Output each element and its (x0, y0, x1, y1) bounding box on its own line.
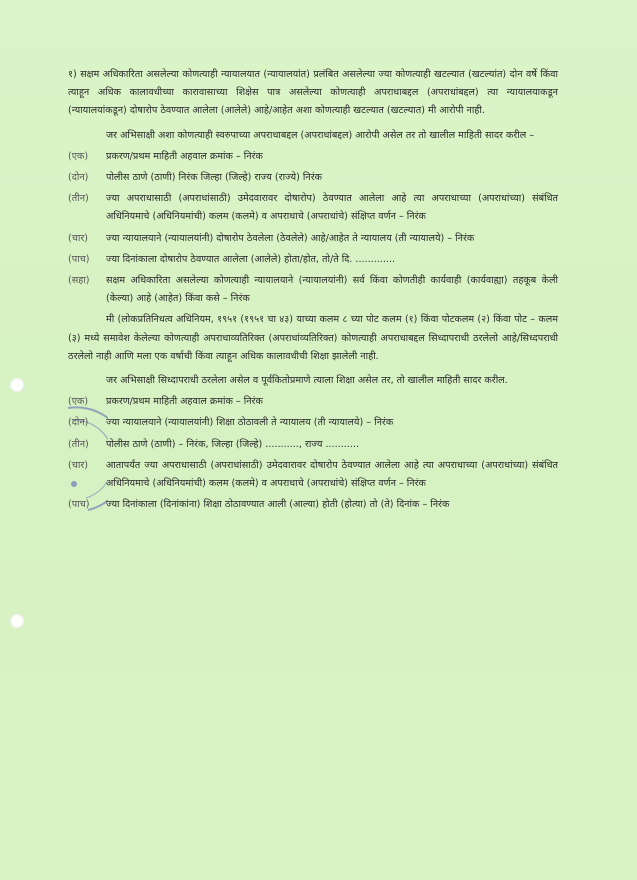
list-item (68, 148, 558, 166)
item-text: आतापर्यंत ज्या अपराधासाठी (अपराधांसाठी) उमेदवारावर दोषारोप ठेवण्यात आलेला आहे त्या अपराधाच्या (अपराधांच्या) संबंधित अधिनियमाचे (अधिनियमांची) कलम (कलमे) व अपराधाचे (अपराधांचे) संक्षिप्त वर्णन – निरंक (106, 459, 558, 490)
item-label: (तीन) (68, 193, 89, 205)
list-item (68, 169, 558, 187)
list-item (68, 393, 558, 411)
list-item (68, 190, 558, 226)
item-label: (पाच) (68, 499, 90, 511)
list-item (68, 230, 558, 248)
item-text: ज्या दिनांकाला (दिनांकांना) शिक्षा ठोठावण्यात आली (आल्या) होती (होत्या) तो (ते) दिनांक – निरंक (106, 499, 450, 511)
document-body (68, 66, 558, 514)
item-label: (दोन) (68, 417, 89, 429)
item-text: पोलीस ठाणे (ठाणी) – निरंक, जिल्हा (जिल्हे) ..........., राज्य ........... (106, 438, 359, 450)
punch-hole-bottom (10, 614, 24, 628)
charges-list (68, 148, 558, 309)
conviction-statement: मी (लोकप्रतिनिधत्व अधिनियम, १९५१ (१९५१ चा ४३) याच्या कलम ८ च्या पोट कलम (१) किंवा पोटकलम (२) किंवा पोट – कलम (३) मध्ये समावेश केलेल्या कोणत्याही अपराधाव्यतिरिक्त (अपराधांव्यतिरिक्त) कोणत्याही अपराधाबद्दल सिध्दापराधी ठरलेलो आहे/सिध्दपराधी ठरलेलो नाही आणि मला एक वर्षाची किंवा त्याहून अधिक कालावधीची शिक्षा झालेली नाही. (68, 314, 558, 362)
list-item (68, 436, 558, 454)
item-text: ज्या दिनांकाला दोषारोप ठेवण्यात आलेला (आलेले) होता/होत, तो/ते दि. ............. (106, 253, 396, 265)
item-label: (एक) (68, 150, 89, 162)
item-text: ज्या अपराधासाठी (अपराधांसाठी) उमेदवारावर दोषारोप) ठेवण्यात आलेला आहे त्या अपराधाच्या (अपराधांच्या) संबंधित अधिनियमाचे (अधिनियमांची) कलम (कलमे) व अपराधाचे (अपराधांचे) संक्षिप्त वर्णन – निरंक (106, 193, 558, 223)
item-text: प्रकरण/प्रथम माहिती अहवाल क्रमांक – निरंक (106, 150, 263, 162)
item-text: ज्या न्यायालयाने (न्यायालयांनी) दोषारोप ठेवलेला (ठेवलेले) आहे/आहेत ते न्यायालय (ती न्यायालये) – निरंक (106, 232, 475, 244)
item-label: (तीन) (68, 438, 89, 450)
list-item (68, 457, 558, 493)
item-text: पोलीस ठाणे (ठाणी) निरंक जिल्हा (जिल्हे) राज्य (राज्ये) निरंक (106, 172, 323, 184)
list-item (68, 251, 558, 269)
convicted-info-paragraph: जर अभिसाक्षी सिध्दापराधी ठरलेला असेल व पूर्वकितोप्रमाणे त्याला शिक्षा असेल तर, तो खालील माहिती सादर करील. (106, 375, 508, 387)
list-item (68, 414, 558, 432)
list-item (68, 272, 558, 308)
item-label: (चार) (68, 232, 88, 244)
conviction-list (68, 393, 558, 514)
accused-info-paragraph: जर अभिसाक्षी अशा कोणत्याही स्वरुपाच्या अपराधाबद्दल (अपराधांबद्दल) आरोपी असेल तर तो खालील माहिती सादर करील – (106, 129, 535, 141)
punch-hole-top (10, 378, 24, 392)
item-label: (चार) (68, 459, 88, 471)
list-item (68, 496, 558, 514)
item-label: (पाच) (68, 253, 90, 265)
item-label: (सहा) (68, 275, 90, 287)
item-label: (एक) (68, 396, 89, 408)
item-text: सक्षम अधिकारिता असलेल्या कोणत्याही न्यायालयाने (न्यायालयांनी) सर्व किंवा कोणतीही कार्यवाही (कार्यवाह्या) तहकूब केली (केल्या) आहे (आहेत) किंवा कसे – निरंक (106, 275, 558, 305)
item-text: ज्या न्यायालयाने (न्यायालयांनी) शिक्षा ठोठावली ते न्यायालय (ती न्यायालये) – निरंक (106, 417, 394, 429)
item-label: (दोन) (68, 172, 89, 184)
item-text: प्रकरण/प्रथम माहिती अहवाल क्रमांक – निरंक (106, 396, 263, 408)
intro-paragraph: १) सक्षम अधिकारिता असलेल्या कोणत्याही न्यायालयात (न्यायालयांत) प्रलंबित असलेल्या ज्या कोणत्याही खटल्यात (खटल्यांत) दोन वर्षे किंवा त्याहून अधिक कालावधीच्या कारावासाच्या शिक्षेस पात्र असलेल्या कोणत्याही अपराधाबद्दल (अपराधांबद्दल) त्या न्यायालयाकडून (न्यायालयांकडून) दोषारोप ठेवण्यात आलेला (आलेले) आहे/आहेत अशा कोणत्याही खटल्यात (खटल्यात) मी आरोपी नाही. (68, 69, 558, 117)
